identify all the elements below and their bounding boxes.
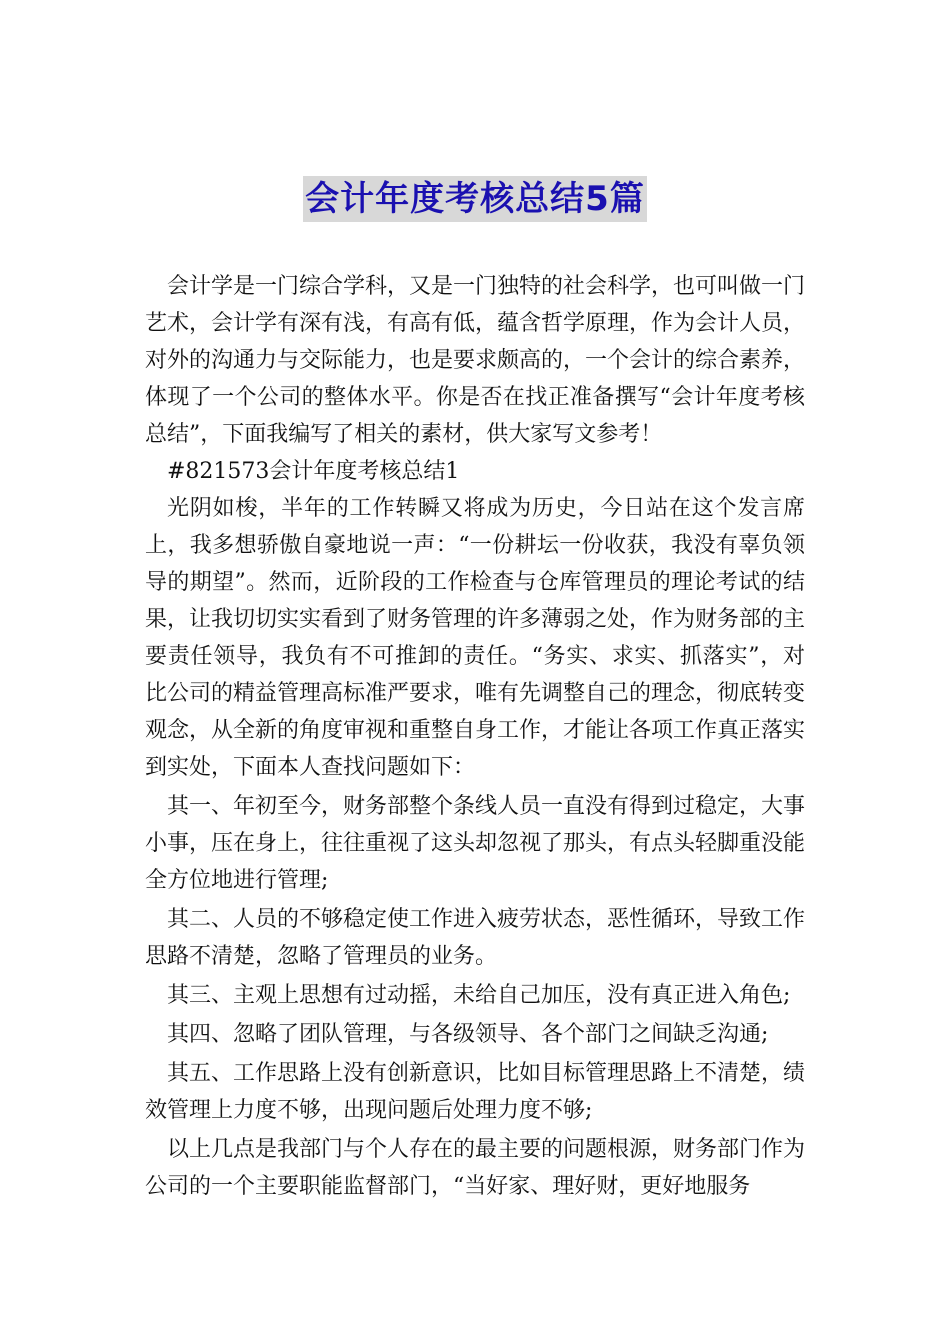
- list-paragraph-2: 其二、人员的不够稳定使工作进入疲劳状态，恶性循环，导致工作思路不清楚，忽略了管理员的业务。: [145, 907, 806, 969]
- body-paragraph: 光阴如梭，半年的工作转瞬又将成为历史，今日站在这个发言席上，我多想骄傲自豪地说一声：“一份耕坛一份收获，我没有辜负领导的期望”。然而，近阶段的工作检查与仓库管理员的理论考试的结果，让我切切实实看到了财务管理的许多薄弱之处，作为财务部的主要责任领导，我负有不可推卸的责任。“务实、求实、抓落实”，对比公司的精益管理高标准严要求，唯有先调整自己的理念，彻底转变观念，从全新的角度审视和重整自身工作，才能让各项工作真正落实到实处，下面本人查找问题如下：: [145, 496, 806, 780]
- list-paragraph-3: 其三、主观上思想有过动摇，未给自己加压，没有真正进入角色;: [167, 983, 791, 1008]
- intro-paragraph: 会计学是一门综合学科，又是一门独特的社会科学，也可叫做一门艺术，会计学有深有浅，有高有低，蕴含哲学原理，作为会计人员，对外的沟通力与交际能力，也是要求颇高的，一个会计的综合素养，体现了一个公司的整体水平。你是否在找正准备撰写“会计年度考核总结”，下面我编写了相关的素材，供大家写文参考！: [145, 274, 806, 447]
- list-paragraph-4: 其四、忽略了团队管理，与各级领导、各个部门之间缺乏沟通;: [167, 1022, 769, 1047]
- list-paragraph-1: 其一、年初至今，财务部整个条线人员一直没有得到过稳定，大事小事，压在身上，往往重视了这头却忽视了那头，有点头轻脚重没能全方位地进行管理;: [145, 794, 806, 893]
- closing-paragraph: 以上几点是我部门与个人存在的最主要的问题根源，财务部门作为公司的一个主要职能监督部门，“当好家、理好财，更好地服务: [145, 1137, 806, 1199]
- title-container: [0, 176, 950, 222]
- list-paragraph-5: 其五、工作思路上没有创新意识，比如目标管理思路上不清楚，绩效管理上力度不够，出现问题后处理力度不够;: [145, 1061, 806, 1123]
- document-title: 会计年度考核总结5篇: [303, 176, 647, 222]
- document-body: [145, 268, 805, 1205]
- section-heading: #821573会计年度考核总结1: [167, 459, 460, 484]
